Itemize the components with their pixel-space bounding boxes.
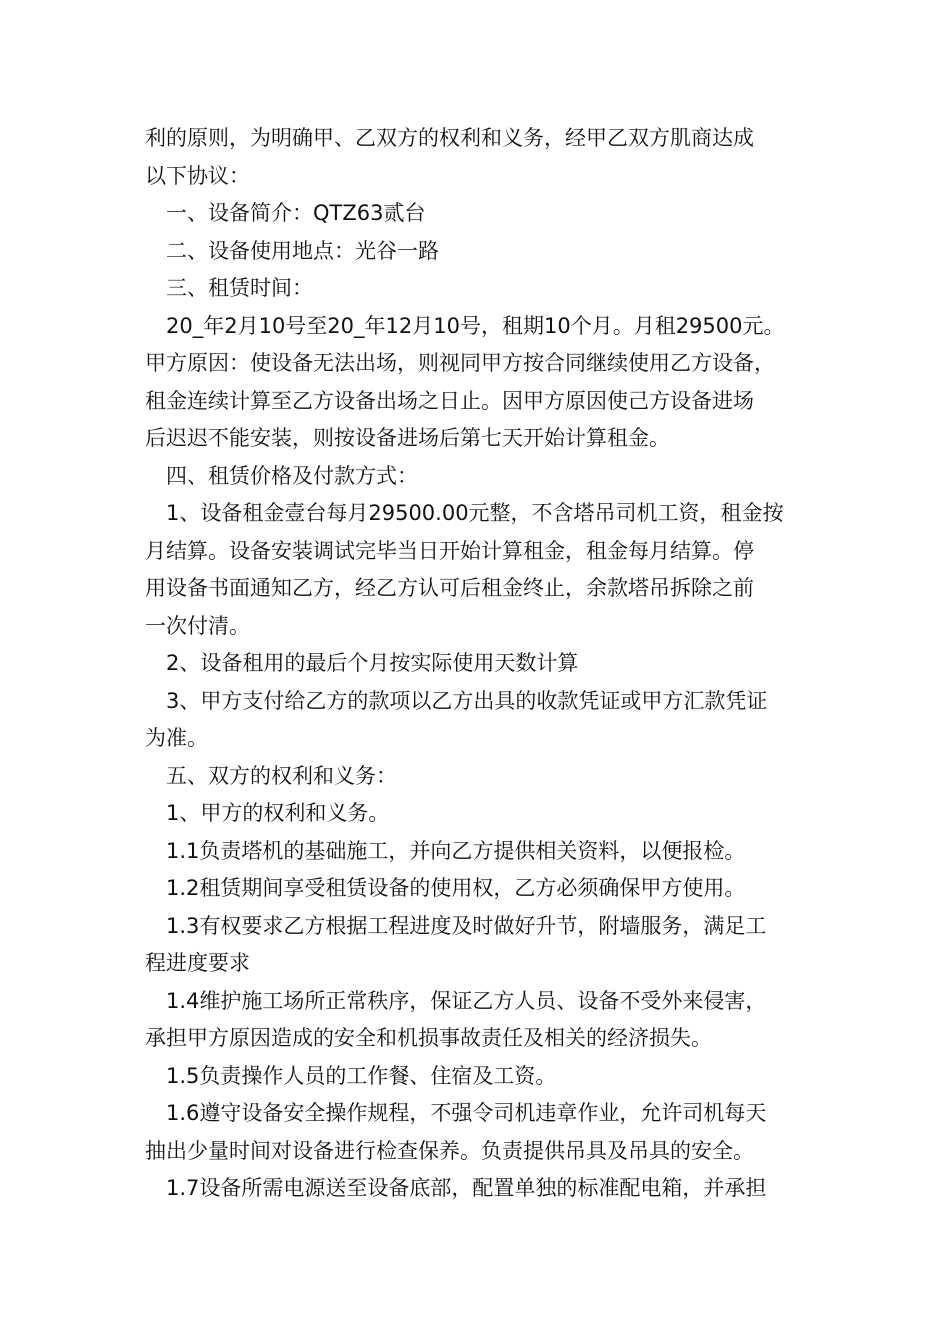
text-line: 用设备书面通知乙方，经乙方认可后租金终止，余款塔吊拆除之前: [145, 576, 754, 600]
text-line: 20_年2月10号至20_年12月10号，租期10个月。月租29500元。: [166, 313, 785, 338]
text-line: 四、租赁价格及付款方式：: [166, 463, 418, 488]
text-line: 一次付清。: [145, 613, 250, 638]
text-line: 租金连续计算至乙方设备出场之日止。因甲方原因使己方设备进场: [145, 388, 754, 413]
text-line: 三、租赁时间：: [166, 276, 313, 300]
text-line: 1.7设备所需电源送至设备底部，配置单独的标准配电箱，并承担: [166, 1176, 767, 1200]
text-line: 1.3有权要求乙方根据工程进度及时做好升节，附墙服务，满足工: [166, 913, 767, 938]
text-line: 1.1负责塔机的基础施工，并向乙方提供相关资料，以便报检。: [166, 838, 746, 863]
document-body: [145, 120, 810, 1208]
text-line: 1.6遵守设备安全操作规程，不强令司机违章作业，允许司机每天: [166, 1101, 767, 1125]
text-line: 五、双方的权利和义务：: [166, 763, 397, 788]
text-line: 甲方原因：使设备无法出场，则视同甲方按合同继续使用乙方设备，: [145, 351, 775, 375]
text-line: 承担甲方原因造成的安全和机损事故责任及相关的经济损失。: [145, 1026, 712, 1050]
text-line: 为准。: [145, 726, 208, 750]
text-line: 程进度要求: [145, 951, 250, 975]
text-line: 1、甲方的权利和义务。: [166, 801, 390, 825]
text-line: 2、设备租用的最后个月按实际使用天数计算: [166, 651, 579, 675]
text-line: 一、设备简介：QTZ63贰台: [166, 201, 426, 225]
text-line: 1.2租赁期间享受租赁设备的使用权，乙方必须确保甲方使用。: [166, 876, 746, 900]
text-line: 二、设备使用地点：光谷一路: [166, 238, 439, 263]
text-line: 抽出少量时间对设备进行检查保养。负责提供吊具及吊具的安全。: [145, 1138, 754, 1163]
text-line: 1、设备租金壹台每月29500.00元整，不含塔吊司机工资，租金按: [166, 501, 784, 525]
text-line: 3、甲方支付给乙方的款项以乙方出具的收款凭证或甲方汇款凭证: [166, 688, 768, 713]
text-line: 1.5负责操作人员的工作餐、住宿及工资。: [166, 1063, 557, 1088]
text-line: 利的原则，为明确甲、乙双方的权利和义务，经甲乙双方肌商达成: [145, 126, 754, 150]
text-line: 后迟迟不能安装，则按设备进场后第七天开始计算租金。: [145, 426, 670, 450]
text-line: 月结算。设备安装调试完毕当日开始计算租金，租金每月结算。停: [145, 538, 754, 563]
text-line: 以下协议：: [145, 163, 250, 188]
text-line: 1.4维护施工场所正常秩序，保证乙方人员、设备不受外来侵害，: [166, 988, 767, 1013]
